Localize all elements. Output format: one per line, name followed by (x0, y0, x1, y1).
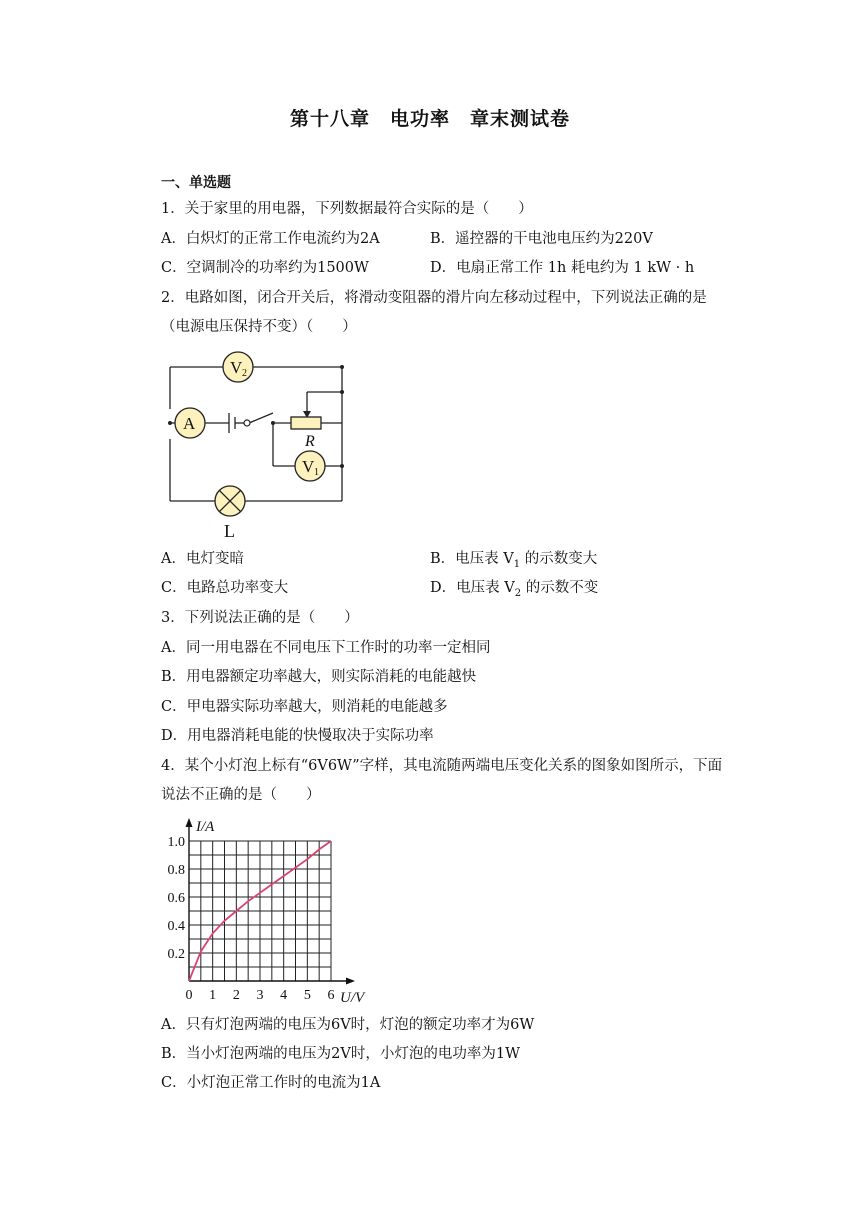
question-4-stem-line2: 说法不正确的是（ ） (161, 787, 321, 803)
question-3-option-a: A．同一用电器在不同电压下工作时的功率一定相同 (161, 640, 491, 656)
y-tick-label: 0.6 (167, 891, 185, 906)
circuit-diagram (155, 345, 365, 545)
y-axis-label: I/A (196, 819, 215, 835)
x-tick-label: 5 (303, 988, 311, 1003)
question-4-option-b: B．当小灯泡两端的电压为2V时，小灯泡的电功率为1W (161, 1046, 520, 1062)
question-2-option-b-subscript: 1 (513, 558, 521, 570)
question-2-option-c: C．电路总功率变大 (161, 580, 289, 596)
question-3-option-c: C．甲电器实际功率越大，则消耗的电能越多 (161, 699, 448, 715)
question-2-option-b (430, 549, 597, 575)
v1-meter-subscript: 1 (314, 467, 319, 478)
y-tick-label: 0.4 (167, 919, 185, 934)
section-heading: 一、单选题 (161, 175, 231, 191)
y-axis-arrow (186, 818, 193, 827)
question-2-option-b-text: B．电压表 V (430, 551, 514, 567)
ammeter-label: A (183, 414, 196, 433)
question-2-option-d-text: D．电压表 V (430, 580, 515, 596)
x-axis-arrow (346, 978, 355, 985)
x-tick-label: 4 (280, 988, 288, 1003)
question-4-option-a: A．只有灯泡两端的电压为6V时，灯泡的额定功率才为6W (161, 1017, 535, 1033)
x-axis-label: U/V (340, 990, 365, 1006)
x-tick-label: 3 (256, 988, 264, 1003)
x-tick-label: 0 (185, 988, 193, 1003)
v2-meter-subscript: 2 (242, 368, 247, 379)
question-4-stem-line1: 4．某个小灯泡上标有“6V6W”字样，其电流随两端电压变化关系的图象如图所示，下面 (161, 758, 723, 774)
question-1-option-c: C．空调制冷的功率约为1500W (161, 260, 369, 276)
paper-title: 第十八章 电功率 章末测试卷 (289, 108, 570, 130)
question-3-option-d: D．用电器消耗电能的快慢取决于实际功率 (161, 728, 434, 744)
question-1-option-b: B．遥控器的干电池电压约为220V (430, 231, 653, 247)
x-tick-label: 1 (209, 988, 217, 1003)
question-1-stem: 1．关于家里的用电器，下列数据最符合实际的是（ ） (161, 201, 533, 217)
y-tick-label: 1.0 (167, 835, 185, 850)
chart-ticks (168, 835, 335, 1003)
y-tick-label: 0.8 (167, 863, 185, 878)
v1-meter-label: V (302, 457, 315, 476)
question-2-option-b-tail: 的示数变大 (520, 551, 598, 567)
question-1-option-d: D．电扇正常工作 1h 耗电约为 1 kW · h (430, 260, 695, 276)
question-3-option-b: B．用电器额定功率越大，则实际消耗的电能越快 (161, 669, 477, 685)
question-3-stem: 3．下列说法正确的是（ ） (161, 610, 359, 626)
x-tick-label: 6 (327, 988, 335, 1003)
question-2-option-d-subscript: 2 (514, 587, 522, 599)
x-tick-label: 2 (232, 988, 240, 1003)
question-2-option-a: A．电灯变暗 (161, 551, 244, 567)
lamp-label: L (224, 521, 235, 541)
y-tick-label: 0.2 (167, 947, 185, 962)
question-4-option-c: C．小灯泡正常工作时的电流为1A (161, 1075, 381, 1091)
question-2-stem-line2: （电源电压保持不变）（ ） (161, 319, 357, 335)
question-2-option-d (430, 578, 598, 604)
iv-curve-chart (150, 812, 380, 1012)
question-2-stem-line1: 2．电路如图，闭合开关后，将滑动变阻器的滑片向左移动过程中，下列说法正确的是 (161, 290, 707, 306)
question-2-option-d-tail: 的示数不变 (521, 580, 599, 596)
question-1-option-a: A．白炽灯的正常工作电流约为2A (161, 231, 380, 247)
chart-grid (189, 841, 331, 981)
v2-meter-label: V (230, 358, 243, 377)
rheostat-label: R (305, 433, 315, 450)
